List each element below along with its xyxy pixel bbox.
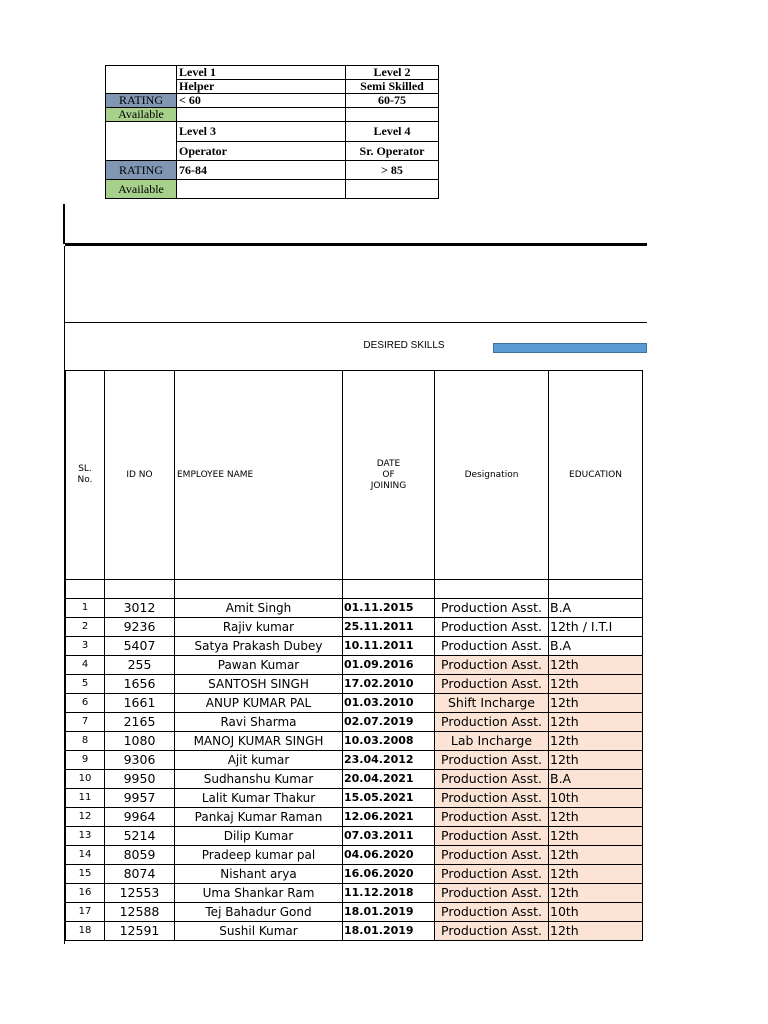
- legend-blank-cell: [106, 142, 177, 161]
- legend-blank-cell: [106, 66, 177, 80]
- cell-date-of-joining: 23.04.2012: [343, 751, 435, 770]
- legend-row: [106, 80, 439, 94]
- cell-employee-name: Satya Prakash Dubey: [175, 637, 343, 656]
- legend-available-helper: [177, 108, 346, 122]
- legend-available-label: Available: [106, 180, 177, 199]
- cell-id-no: 5407: [105, 637, 175, 656]
- header-date-of-joining: DATE OF JOINING: [343, 371, 435, 580]
- cell-sl-no: 4: [66, 656, 105, 675]
- cell-sl-no: 17: [66, 903, 105, 922]
- legend-rating-label: RATING: [106, 161, 177, 180]
- cell-education: B.A: [549, 599, 643, 618]
- cell-date-of-joining: 18.01.2019: [343, 922, 435, 941]
- cell-sl-no: 18: [66, 922, 105, 941]
- spacer-cell: [435, 580, 549, 599]
- legend-row: [106, 108, 439, 122]
- table-row: [66, 865, 643, 884]
- cell-id-no: 9306: [105, 751, 175, 770]
- cell-education: 12th: [549, 656, 643, 675]
- cell-date-of-joining: 20.04.2021: [343, 770, 435, 789]
- cell-education: 12th: [549, 884, 643, 903]
- cell-education: 12th: [549, 751, 643, 770]
- cell-sl-no: 16: [66, 884, 105, 903]
- table-row: [66, 884, 643, 903]
- cell-date-of-joining: 15.05.2021: [343, 789, 435, 808]
- cell-education: 12th: [549, 675, 643, 694]
- legend-available-operator: [177, 180, 346, 199]
- spacer-cell: [175, 580, 343, 599]
- cell-designation: Lab Incharge: [435, 732, 549, 751]
- cell-employee-name: Pankaj Kumar Raman: [175, 808, 343, 827]
- legend-level-3: Level 3: [177, 122, 346, 142]
- cell-sl-no: 13: [66, 827, 105, 846]
- cell-designation: Shift Incharge: [435, 694, 549, 713]
- cell-employee-name: Sudhanshu Kumar: [175, 770, 343, 789]
- employee-table: [65, 370, 643, 941]
- cell-date-of-joining: 18.01.2019: [343, 903, 435, 922]
- cell-designation: Production Asst.: [435, 656, 549, 675]
- table-row: [66, 713, 643, 732]
- cell-designation: Production Asst.: [435, 808, 549, 827]
- legend-rating-operator: 76-84: [177, 161, 346, 180]
- cell-sl-no: 5: [66, 675, 105, 694]
- cell-sl-no: 1: [66, 599, 105, 618]
- cell-date-of-joining: 25.11.2011: [343, 618, 435, 637]
- cell-id-no: 8059: [105, 846, 175, 865]
- cell-sl-no: 7: [66, 713, 105, 732]
- cell-date-of-joining: 01.09.2016: [343, 656, 435, 675]
- cell-education: 12th: [549, 713, 643, 732]
- table-row: [66, 637, 643, 656]
- desired-skills-bar: [493, 343, 647, 353]
- cell-sl-no: 6: [66, 694, 105, 713]
- spacer-cell: [105, 580, 175, 599]
- table-row: [66, 656, 643, 675]
- cell-date-of-joining: 07.03.2011: [343, 827, 435, 846]
- cell-education: B.A: [549, 637, 643, 656]
- cell-employee-name: Pradeep kumar pal: [175, 846, 343, 865]
- table-row: [66, 808, 643, 827]
- cell-employee-name: Nishant arya: [175, 865, 343, 884]
- cell-employee-name: ANUP KUMAR PAL: [175, 694, 343, 713]
- legend-sr-operator: Sr. Operator: [346, 142, 439, 161]
- legend-semi-skilled: Semi Skilled: [346, 80, 439, 94]
- cell-date-of-joining: 04.06.2020: [343, 846, 435, 865]
- cell-date-of-joining: 11.12.2018: [343, 884, 435, 903]
- frame-divider: [65, 322, 647, 323]
- rating-legend-table: [105, 65, 439, 199]
- frame-thick-divider: [65, 243, 647, 246]
- cell-designation: Production Asst.: [435, 713, 549, 732]
- header-sl-no: SL. No.: [66, 371, 105, 580]
- legend-rating-label: RATING: [106, 94, 177, 108]
- cell-designation: Production Asst.: [435, 675, 549, 694]
- cell-designation: Production Asst.: [435, 903, 549, 922]
- table-row: [66, 732, 643, 751]
- legend-helper: Helper: [177, 80, 346, 94]
- cell-employee-name: Dilip Kumar: [175, 827, 343, 846]
- header-employee-name: EMPLOYEE NAME: [175, 371, 343, 580]
- legend-level-1: Level 1: [177, 66, 346, 80]
- cell-employee-name: Sushil Kumar: [175, 922, 343, 941]
- desired-skills-label: DESIRED SKILLS: [363, 340, 445, 351]
- cell-designation: Production Asst.: [435, 884, 549, 903]
- cell-sl-no: 10: [66, 770, 105, 789]
- cell-education: 10th: [549, 789, 643, 808]
- legend-level-4: Level 4: [346, 122, 439, 142]
- cell-id-no: 8074: [105, 865, 175, 884]
- legend-rating-helper: < 60: [177, 94, 346, 108]
- cell-sl-no: 11: [66, 789, 105, 808]
- cell-employee-name: Uma Shankar Ram: [175, 884, 343, 903]
- table-row: [66, 922, 643, 941]
- legend-available-label: Available: [106, 108, 177, 122]
- legend-blank-cell: [106, 122, 177, 142]
- cell-designation: Production Asst.: [435, 789, 549, 808]
- legend-operator: Operator: [177, 142, 346, 161]
- cell-employee-name: Amit Singh: [175, 599, 343, 618]
- table-row: [66, 846, 643, 865]
- cell-employee-name: Rajiv kumar: [175, 618, 343, 637]
- cell-date-of-joining: 16.06.2020: [343, 865, 435, 884]
- header-row: [66, 371, 643, 580]
- cell-education: 12th: [549, 732, 643, 751]
- cell-id-no: 5214: [105, 827, 175, 846]
- cell-sl-no: 15: [66, 865, 105, 884]
- cell-sl-no: 14: [66, 846, 105, 865]
- cell-designation: Production Asst.: [435, 846, 549, 865]
- cell-sl-no: 3: [66, 637, 105, 656]
- cell-id-no: 255: [105, 656, 175, 675]
- legend-row: [106, 142, 439, 161]
- spacer-cell: [66, 580, 105, 599]
- table-row: [66, 694, 643, 713]
- cell-employee-name: Tej Bahadur Gond: [175, 903, 343, 922]
- cell-id-no: 12553: [105, 884, 175, 903]
- cell-education: 12th: [549, 865, 643, 884]
- cell-education: B.A: [549, 770, 643, 789]
- header-designation: Designation: [435, 371, 549, 580]
- cell-date-of-joining: 12.06.2021: [343, 808, 435, 827]
- cell-employee-name: Ajit kumar: [175, 751, 343, 770]
- cell-id-no: 9950: [105, 770, 175, 789]
- cell-sl-no: 2: [66, 618, 105, 637]
- table-row: [66, 903, 643, 922]
- cell-id-no: 1661: [105, 694, 175, 713]
- frame-left-border-top: [63, 204, 65, 244]
- cell-education: 12th: [549, 922, 643, 941]
- legend-available-semi-skilled: [346, 108, 439, 122]
- legend-row: [106, 122, 439, 142]
- cell-designation: Production Asst.: [435, 922, 549, 941]
- cell-designation: Production Asst.: [435, 865, 549, 884]
- cell-education: 12th: [549, 827, 643, 846]
- legend-row: [106, 66, 439, 80]
- legend-row: [106, 180, 439, 199]
- cell-date-of-joining: 10.03.2008: [343, 732, 435, 751]
- legend-row: [106, 161, 439, 180]
- cell-employee-name: Ravi Sharma: [175, 713, 343, 732]
- cell-education: 12th: [549, 694, 643, 713]
- cell-education: 12th: [549, 808, 643, 827]
- legend-rating-semi-skilled: 60-75: [346, 94, 439, 108]
- table-row: [66, 770, 643, 789]
- cell-employee-name: SANTOSH SINGH: [175, 675, 343, 694]
- table-row: [66, 751, 643, 770]
- table-row: [66, 618, 643, 637]
- cell-date-of-joining: 17.02.2010: [343, 675, 435, 694]
- legend-rating-sr-operator: > 85: [346, 161, 439, 180]
- cell-date-of-joining: 01.11.2015: [343, 599, 435, 618]
- spacer-row: [66, 580, 643, 599]
- spacer-cell: [549, 580, 643, 599]
- table-row: [66, 827, 643, 846]
- header-id-no: ID NO: [105, 371, 175, 580]
- legend-level-2: Level 2: [346, 66, 439, 80]
- cell-employee-name: MANOJ KUMAR SINGH: [175, 732, 343, 751]
- cell-id-no: 12588: [105, 903, 175, 922]
- cell-education: 12th: [549, 846, 643, 865]
- cell-id-no: 3012: [105, 599, 175, 618]
- cell-date-of-joining: 10.11.2011: [343, 637, 435, 656]
- cell-sl-no: 9: [66, 751, 105, 770]
- cell-sl-no: 12: [66, 808, 105, 827]
- legend-blank-cell: [106, 80, 177, 94]
- table-row: [66, 675, 643, 694]
- cell-id-no: 9964: [105, 808, 175, 827]
- spacer-cell: [343, 580, 435, 599]
- cell-designation: Production Asst.: [435, 827, 549, 846]
- cell-id-no: 1080: [105, 732, 175, 751]
- cell-employee-name: Lalit Kumar Thakur: [175, 789, 343, 808]
- table-row: [66, 599, 643, 618]
- cell-id-no: 1656: [105, 675, 175, 694]
- cell-employee-name: Pawan Kumar: [175, 656, 343, 675]
- legend-row: [106, 94, 439, 108]
- cell-date-of-joining: 01.03.2010: [343, 694, 435, 713]
- cell-id-no: 12591: [105, 922, 175, 941]
- header-education: EDUCATION: [549, 371, 643, 580]
- table-row: [66, 789, 643, 808]
- cell-sl-no: 8: [66, 732, 105, 751]
- cell-designation: Production Asst.: [435, 599, 549, 618]
- cell-id-no: 9236: [105, 618, 175, 637]
- cell-designation: Production Asst.: [435, 637, 549, 656]
- cell-education: 10th: [549, 903, 643, 922]
- cell-designation: Production Asst.: [435, 751, 549, 770]
- cell-education: 12th / I.T.I: [549, 618, 643, 637]
- cell-id-no: 9957: [105, 789, 175, 808]
- cell-designation: Production Asst.: [435, 618, 549, 637]
- legend-available-sr-operator: [346, 180, 439, 199]
- cell-date-of-joining: 02.07.2019: [343, 713, 435, 732]
- cell-designation: Production Asst.: [435, 770, 549, 789]
- cell-id-no: 2165: [105, 713, 175, 732]
